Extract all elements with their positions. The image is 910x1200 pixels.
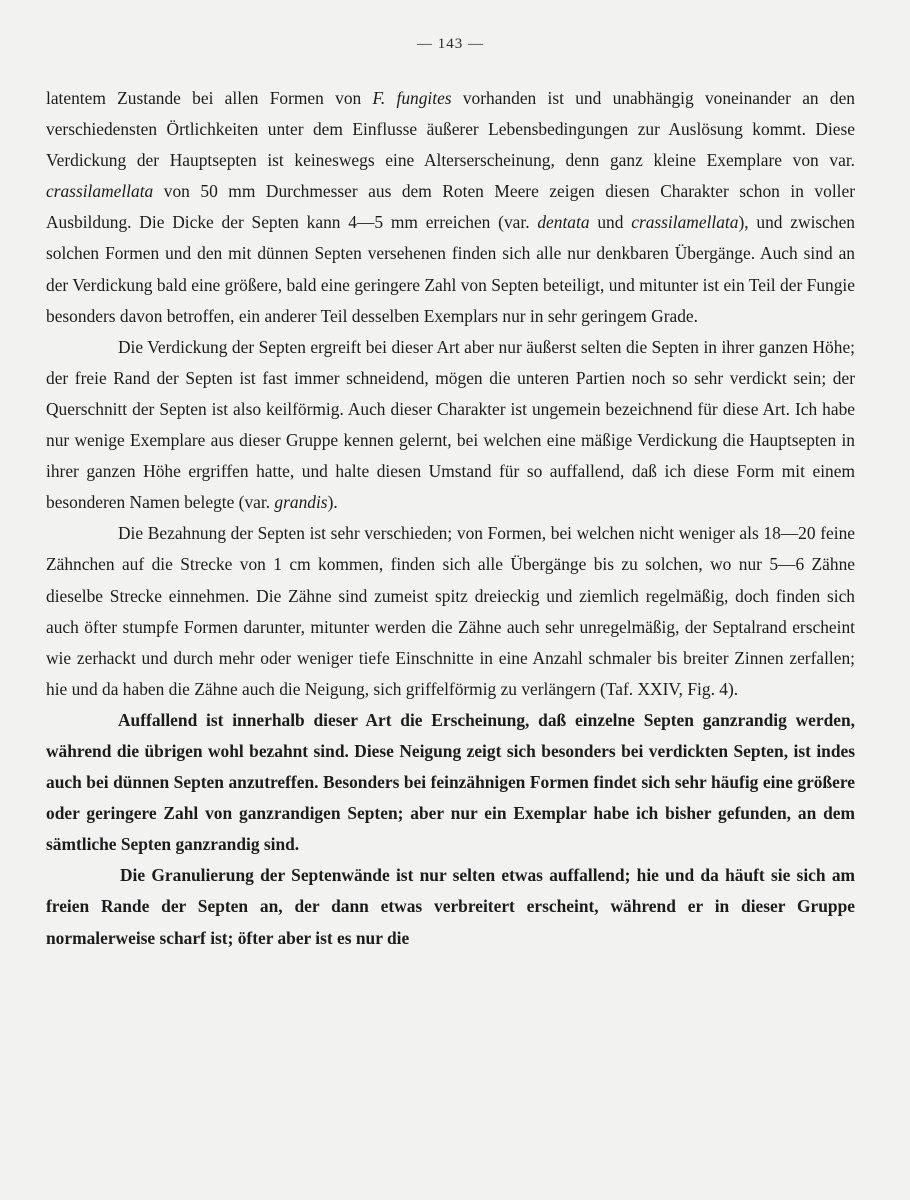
paragraph-3 bbox=[46, 518, 855, 705]
text-run: vorhanden ist und unabhängig voneinander an den verschiedensten Örtlichkeiten unter dem Einflusse äußerer Lebensbedingungen zur Auslösung kommt. Diese Verdickung der Hauptsepten ist keineswegs eine Alterserscheinung, denn ganz kleine Exemplare von var. bbox=[46, 88, 855, 171]
text-run: ). bbox=[327, 492, 338, 513]
text-run: von 50 mm Durchmesser aus dem Roten Meere zeigen diesen Charakter schon in voller Ausbildung. Die Dicke der Septen kann 4—5 mm erreichen (var. bbox=[46, 181, 855, 233]
text-run: Die Granulierung der Septenwände ist nur selten etwas auffallend; hie und da häuft sie sich am freien Rande der Septen an, der dann etwas verbreitert erscheint, während er in dieser Gruppe normalerweise scharf ist; öfter aber ist es nur die bbox=[46, 865, 855, 948]
paragraph-1 bbox=[46, 83, 855, 332]
paragraph-2 bbox=[46, 332, 855, 519]
text-run: latentem Zustande bei allen Formen von bbox=[46, 88, 373, 108]
page-number: — 143 — bbox=[417, 36, 484, 52]
italic-term: grandis bbox=[274, 492, 328, 513]
italic-term: F. fungites bbox=[372, 88, 452, 108]
text-run: Die Bezahnung der Septen ist sehr verschieden; von Formen, bei welchen nicht weniger als 18—20 feine Zähnchen auf die Strecke von 1 cm kommen, finden sich alle Übergänge bis zu solchen, wo nur 5—6 Zähne dieselbe Strecke einnehmen. Die Zähne sind zumeist spitz dreieckig und ziemlich regelmäßig, doch finden sich auch öfter stumpfe Formen darunter, mitunter werden die Zähne auch sehr unregelmäßig, der Septalrand erscheint wie zerhackt und durch mehr oder weniger tiefe Einschnitte in eine Anzahl schmaler bis breiter Zinnen zerfallen; hie und da haben die Zähne auch die Neigung, sich griffelförmig zu verlängern (Taf. XXIV, Fig. 4). bbox=[46, 523, 855, 699]
paragraph-4 bbox=[46, 705, 855, 860]
italic-term: crassilamellata bbox=[46, 181, 154, 202]
italic-term: crassilamellata bbox=[631, 212, 739, 233]
paragraph-5 bbox=[46, 860, 855, 953]
text-run: Die Verdickung der Septen ergreift bei dieser Art aber nur äußerst selten die Septen in ihrer ganzen Höhe; der freie Rand der Septen ist fast immer schneidend, mögen die unteren Partien noch so sehr verdickt sein; der Querschnitt der Septen ist also keilförmig. Auch dieser Charakter ist ungemein bezeichnend für diese Art. Ich habe nur wenige Exemplare aus dieser Gruppe kennen gelernt, bei welchen eine mäßige Verdickung die Hauptsepten in ihrer ganzen Höhe ergriffen hatte, und halte diesen Umstand für so auffallend, daß ich diese Form mit einem besonderen Namen belegte (var. bbox=[46, 336, 855, 513]
italic-term: dentata bbox=[537, 212, 590, 233]
text-run: und bbox=[589, 212, 632, 233]
text-run: Auffallend ist innerhalb dieser Art die Erscheinung, daß einzelne Septen ganzrandig werden, während die übrigen wohl bezahnt sind. Diese Neigung zeigt sich besonders bei verdickten Septen, ist indes auch bei dünnen Septen anzutreffen. Besonders bei feinzähnigen Formen findet sich sehr häufig eine größere oder geringere Zahl von ganzrandigen Septen; aber nur ein Exemplar habe ich bisher gefunden, an dem sämtliche Septen ganzrandig sind. bbox=[46, 709, 855, 855]
text-run: ), und zwischen solchen Formen und den mit dünnen Septen versehenen finden sich alle nur denkbaren Übergänge. Auch sind an der Verdickung bald eine größere, bald eine geringere Zahl von Septen beteiligt, und mitunter ist ein Teil der Fungie besonders davon betroffen, ein anderer Teil desselben Exemplars nur in sehr geringem Grade. bbox=[46, 212, 855, 326]
